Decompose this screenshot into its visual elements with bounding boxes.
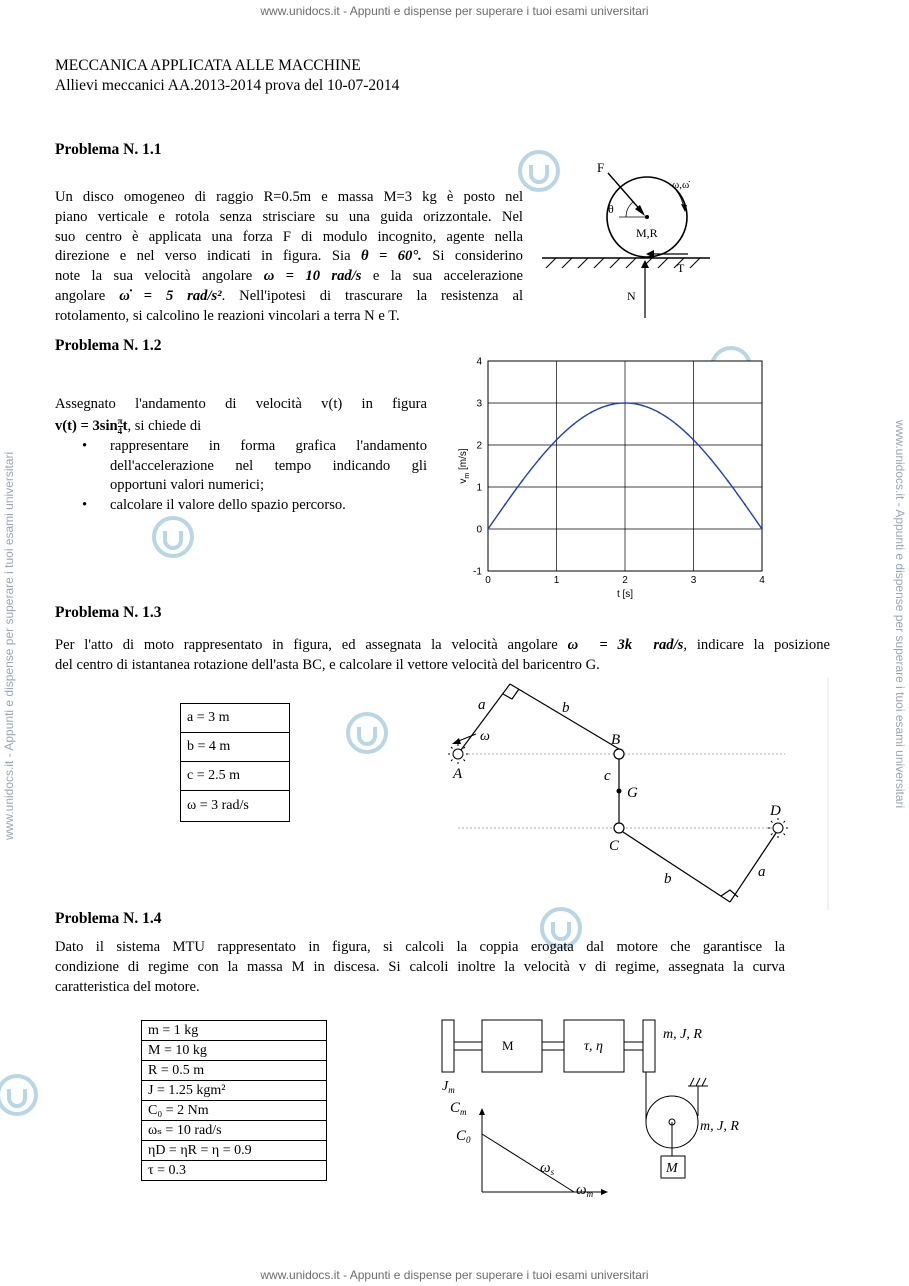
watermark-left: www.unidocs.it - Appunti e dispense per superare i tuoi esami universitari: [2, 451, 16, 840]
label-a: a: [478, 697, 486, 713]
table-cell: τ = 0.3: [142, 1161, 327, 1181]
table-cell: ωₛ = 10 rad/s: [142, 1121, 327, 1141]
disk-label: M,R: [636, 226, 658, 240]
table-cell: C₀ = 2 Nm: [142, 1101, 327, 1121]
y-tick-label: 4: [476, 356, 482, 368]
problem-1-2-heading: Problema N. 1.2: [55, 337, 162, 354]
ws-label: $\omega_s$: [540, 1160, 555, 1177]
problem-1-4-text: [55, 938, 785, 997]
text-line: angolare ω̇ = 5 rad/s². Nell'ipotesi di trascurare la resistenza al: [55, 287, 523, 304]
table-cell: c = 2.5 m: [181, 762, 290, 791]
table-cell: ηD = ηR = η = 0.9: [142, 1141, 327, 1161]
data-point: [556, 439, 558, 441]
y-axis-label: $v_m$ [m/s]: [458, 448, 471, 484]
data-point: [761, 528, 763, 530]
theta-label: θ: [608, 202, 614, 216]
text-line: caratteristica del motore.: [55, 978, 200, 995]
label-c: c: [604, 768, 611, 784]
table-cell: m = 1 kg: [142, 1021, 327, 1041]
label-b: b: [562, 700, 570, 716]
page-title: MECCANICA APPLICATA ALLE MACCHINE: [55, 57, 361, 74]
data-point: [487, 528, 489, 530]
data-point: [573, 424, 575, 426]
omega-label: ω⃗: [480, 729, 501, 744]
label-B: B: [611, 732, 621, 748]
text-line: Un disco omogeneo di raggio R=0.5m e massa M=3 kg è posto nel: [55, 189, 523, 205]
list-item: • calcolare il valore dello spazio percorso.: [55, 496, 427, 516]
watermark-bottom: www.unidocs.it - Appunti e dispense per superare i tuoi esami universitari: [260, 1268, 649, 1282]
omega-label: ω,ω̇: [672, 179, 690, 191]
x-tick-label: 4: [759, 575, 765, 586]
x-tick-label: 2: [622, 575, 628, 586]
data-point: [693, 439, 695, 441]
watermark-top: www.unidocs.it - Appunti e dispense per superare i tuoi esami universitari: [260, 4, 649, 18]
page-subtitle: Allievi meccanici AA.2013-2014 prova del 10-07-2014: [55, 77, 400, 94]
data-point: [727, 480, 729, 482]
table-cell: R = 0.5 m: [142, 1061, 327, 1081]
x-tick-label: 1: [553, 575, 560, 586]
watermark-logo-icon: [0, 1072, 40, 1118]
pulley2-label: m, J, R: [700, 1119, 739, 1134]
y-tick-label: -1: [473, 566, 482, 578]
problem-1-3-heading: Problema N. 1.3: [55, 604, 162, 621]
omega-dot-value: ω̇ = 5 rad/s²: [119, 287, 222, 304]
watermark-logo-icon: [150, 514, 196, 560]
text-line: v(t) = 3sin $\frac{\pi}{4}$ t, si chiede di: [55, 415, 202, 436]
label-a2: a: [758, 864, 766, 880]
jm-label: $J_m$: [442, 1079, 455, 1095]
text-line: Assegnato l'andamento di velocità v(t) in figura: [55, 396, 427, 412]
motor-label: M: [502, 1038, 514, 1053]
data-point: [521, 480, 523, 482]
watermark-logo-icon: [344, 710, 390, 756]
problem-1-4-heading: Problema N. 1.4: [55, 910, 162, 927]
c0-label: $C_0$: [456, 1128, 471, 1145]
y-tick-label: 2: [476, 440, 482, 452]
force-label: F: [597, 160, 605, 175]
label-C: C: [609, 838, 620, 854]
label-G: G: [627, 785, 638, 801]
table-cell: ω = 3 rad/s: [181, 791, 290, 822]
problem-1-4-table: [141, 1020, 327, 1181]
label-A: A: [453, 766, 463, 782]
data-point: [675, 424, 677, 426]
data-point: [607, 405, 609, 407]
mass-label: M: [666, 1161, 678, 1176]
data-point: [744, 503, 746, 505]
pulley-label: m, J, R: [663, 1027, 702, 1042]
bullet-list: [55, 437, 427, 516]
wm-label: $\omega_m$: [576, 1182, 594, 1199]
disk-figure: [540, 150, 720, 322]
problem-1-3-table: [180, 703, 290, 822]
label-D: D: [770, 803, 781, 819]
x-tick-label: 0: [485, 575, 491, 586]
text-line: rotolamento, si calcolino le reazioni vincolari a terra N e T.: [55, 307, 400, 324]
cm-label: $C_m$: [450, 1100, 467, 1117]
data-point: [641, 405, 643, 407]
velocity-chart: [450, 352, 780, 604]
list-item: • rappresentare in forma grafica l'andamento dell'accelerazione nel tempo indicando gli opportuni valori numerici;: [55, 437, 427, 496]
text-line: condizione di regime con la massa M in discesa. Si calcoli inoltre la velocità v di regime, assegnata la curva: [55, 958, 785, 975]
n-label: N: [627, 289, 636, 303]
table-cell: M = 10 kg: [142, 1041, 327, 1061]
omega-vector: ω⃗ = 3k⃗ rad/s: [567, 637, 684, 653]
y-tick-label: 3: [476, 398, 482, 410]
label-b2: b: [664, 871, 672, 887]
transmission-label: τ, η: [584, 1039, 603, 1054]
linkage-figure: [440, 678, 835, 910]
text-line: Dato il sistema MTU rappresentato in figura, si calcoli la coppia erogata dal motore che garantisce la: [55, 939, 785, 955]
text-line: direzione e nel verso indicati in figura. Sia θ = 60°. Si considerino: [55, 248, 523, 265]
text-line: Per l'atto di moto rappresentato in figura, ed assegnata la velocità angolare ω⃗ = 3k⃗ rad/s, indicare la posizione: [55, 637, 830, 653]
x-axis-label: t [s]: [616, 589, 634, 600]
table-cell: b = 4 m: [181, 733, 290, 762]
data-point: [658, 412, 660, 414]
data-point: [538, 458, 540, 460]
problem-1-1-heading: Problema N. 1.1: [55, 141, 162, 158]
data-point: [590, 412, 592, 414]
problem-1-2-text: [55, 395, 427, 516]
omega-value: ω = 10 rad/s: [263, 268, 362, 285]
data-point: [624, 402, 626, 404]
theta-value: θ = 60°.: [360, 248, 422, 265]
table-cell: J = 1.25 kgm²: [142, 1081, 327, 1101]
y-tick-label: 1: [476, 482, 482, 494]
text-line: piano verticale e rotola senza strisciare su una guida orizzontale. Nel: [55, 208, 523, 225]
table-cell: a = 3 m: [181, 704, 290, 733]
x-tick-label: 3: [690, 575, 697, 586]
data-point: [504, 503, 506, 505]
t-label: T: [677, 261, 685, 275]
data-point: [710, 458, 712, 460]
pivot-a-icon: [448, 744, 468, 764]
text-line: note la sua velocità angolare ω = 10 rad/s e la sua accelerazione: [55, 268, 524, 285]
problem-1-1-text: [55, 188, 523, 327]
mtu-figure: [434, 1014, 764, 1206]
problem-1-3-text: [55, 636, 830, 676]
text-line: del centro di istantanea rotazione dell'asta BC, e calcolare il vettore velocità del baricentro G.: [55, 656, 600, 673]
watermark-right: www.unidocs.it - Appunti e dispense per superare i tuoi esami universitari: [893, 420, 907, 809]
text-line: suo centro è applicata una forza F di modulo incognito, agente nella: [55, 228, 523, 245]
y-tick-label: 0: [476, 524, 482, 536]
